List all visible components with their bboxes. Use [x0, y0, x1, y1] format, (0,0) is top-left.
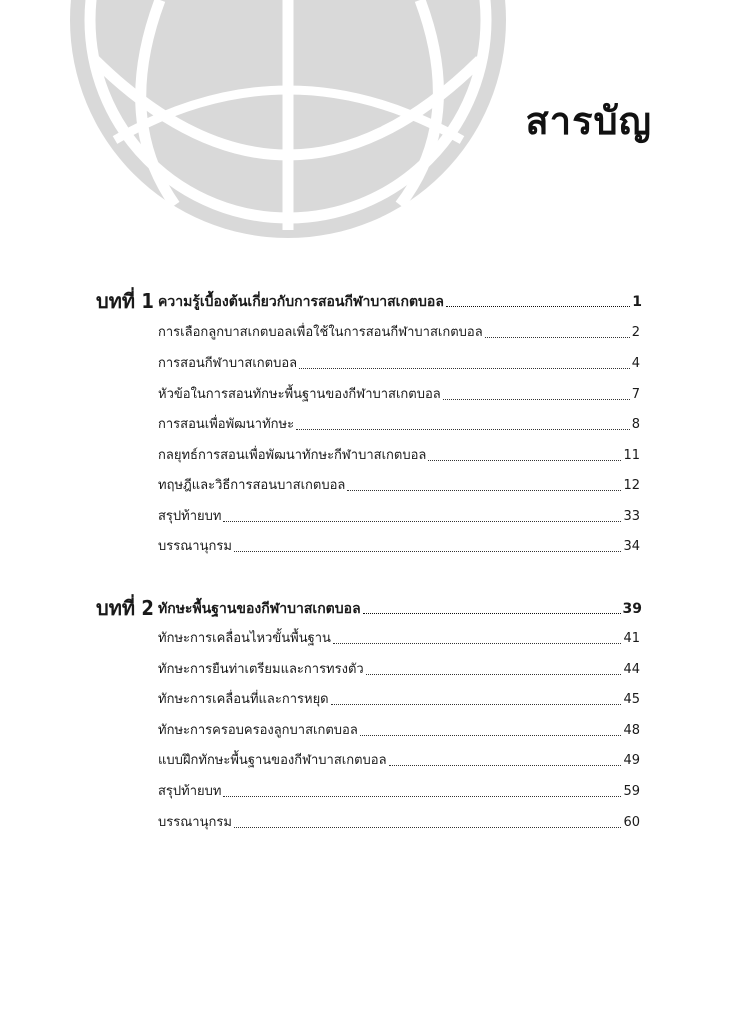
toc-entry[interactable] [158, 749, 640, 771]
toc-entry[interactable] [158, 444, 640, 466]
dot-leader [234, 551, 622, 552]
page-number: 49 [623, 753, 640, 768]
entry-title: หัวข้อในการสอนทักษะพื้นฐานของกีฬาบาสเกตบอล [158, 387, 441, 402]
dot-leader [296, 429, 630, 430]
toc-entry[interactable] [158, 352, 640, 374]
page-number: 33 [623, 509, 640, 524]
toc-entry[interactable] [158, 321, 640, 343]
dot-leader [446, 306, 630, 307]
dot-leader [366, 674, 622, 675]
toc-entry[interactable] [158, 719, 640, 741]
chapter-label: บทที่ 2 [96, 596, 154, 620]
toc-entry[interactable] [158, 505, 640, 527]
entry-title: แบบฝึกทักษะพื้นฐานของกีฬาบาสเกตบอล [158, 753, 387, 768]
entry-title: ทักษะการเคลื่อนที่และการหยุด [158, 692, 329, 707]
toc-entry[interactable] [158, 811, 640, 833]
page-number: 44 [623, 662, 640, 677]
dot-leader [485, 337, 630, 338]
page-number: 39 [622, 601, 642, 617]
dot-leader [331, 704, 622, 705]
entry-title: ทักษะการครอบครองลูกบาสเกตบอล [158, 723, 358, 738]
entry-title: บรรณานุกรม [158, 539, 232, 554]
page-number: 11 [623, 448, 640, 463]
page-number: 45 [623, 692, 640, 707]
page-number: 2 [631, 325, 640, 340]
entry-title: การเลือกลูกบาสเกตบอลเพื่อใช้ในการสอนกีฬาบาสเกตบอล [158, 325, 483, 340]
dot-leader [428, 460, 621, 461]
toc-entry[interactable] [158, 474, 640, 496]
entry-title: ทักษะการยืนท่าเตรียมและการทรงตัว [158, 662, 364, 677]
dot-leader [223, 521, 621, 522]
toc-entry[interactable] [158, 627, 640, 649]
basketball-icon [0, 0, 520, 250]
dot-leader [389, 765, 622, 766]
page-number: 1 [632, 294, 642, 310]
page-number: 34 [623, 539, 640, 554]
page-number: 60 [623, 815, 640, 830]
entry-title: การสอนเพื่อพัฒนาทักษะ [158, 417, 295, 432]
dot-leader [299, 368, 630, 369]
toc-entry[interactable] [158, 688, 640, 710]
toc-entry[interactable] [158, 780, 640, 802]
dot-leader [347, 490, 621, 491]
dot-leader [234, 827, 622, 828]
chapter-label: บทที่ 1 [96, 289, 154, 313]
page-title: สารบัญ [525, 99, 652, 143]
page-number: 7 [631, 387, 640, 402]
entry-title: ทักษะการเคลื่อนไหวขั้นพื้นฐาน [158, 631, 331, 646]
page-number: 48 [623, 723, 640, 738]
entry-title: บรรณานุกรม [158, 815, 232, 830]
dot-leader [363, 613, 621, 614]
entry-title: สรุปท้ายบท [158, 784, 222, 799]
page-number: 12 [623, 478, 640, 493]
entry-title: สรุปท้ายบท [158, 509, 222, 524]
toc-chapter-1[interactable] [96, 289, 642, 313]
toc-chapter-2[interactable] [96, 596, 642, 620]
toc-entry[interactable] [158, 658, 640, 680]
chapter-title: ความรู้เบื้องต้นเกี่ยวกับการสอนกีฬาบาสเกตบอล [158, 294, 444, 310]
toc-entry[interactable] [158, 535, 640, 557]
dot-leader [443, 399, 630, 400]
page-number: 8 [631, 417, 640, 432]
toc-entry[interactable] [158, 413, 640, 435]
page-number: 4 [631, 356, 640, 371]
entry-title: กลยุทธ์การสอนเพื่อพัฒนาทักษะกีฬาบาสเกตบอล [158, 448, 427, 463]
entry-title: การสอนกีฬาบาสเกตบอล [158, 356, 298, 371]
chapter-title: ทักษะพื้นฐานของกีฬาบาสเกตบอล [158, 601, 361, 617]
page-number: 59 [623, 784, 640, 799]
page-number: 41 [623, 631, 640, 646]
dot-leader [333, 643, 622, 644]
dot-leader [360, 735, 622, 736]
dot-leader [223, 796, 621, 797]
entry-title: ทฤษฎีและวิธีการสอนบาสเกตบอล [158, 478, 346, 493]
toc-entry[interactable] [158, 383, 640, 405]
